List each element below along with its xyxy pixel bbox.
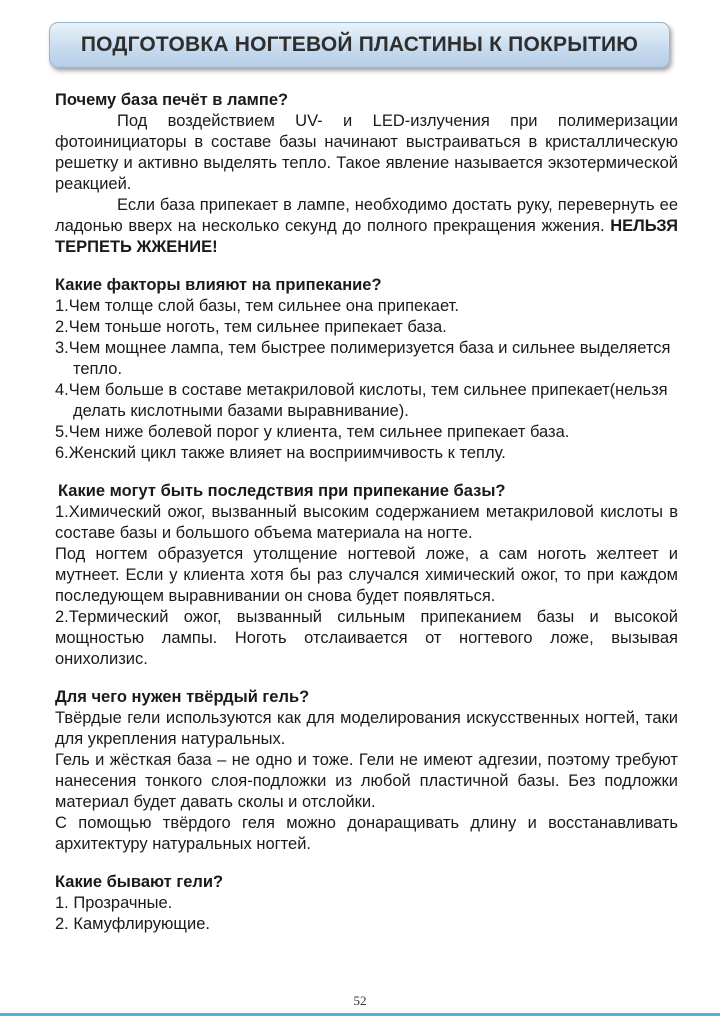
section-heading-gel-types: Какие бывают гели? — [55, 873, 224, 891]
paragraph: Гель и жёсткая база – не одно и тоже. Гели не имеют адгезии, поэтому требуют нанесения тонкого слоя-подложки из любой пластичной базы. Без подложки материал будет давать сколы и отслойки. — [55, 751, 678, 811]
section-heading-hard-gel: Для чего нужен твёрдый гель? — [55, 688, 310, 706]
list-item: 3.Чем мощнее лампа, тем быстрее полимеризуется база и сильнее выделяется тепло. — [55, 339, 671, 378]
section-heading-base-burn: Почему база печёт в лампе? — [55, 91, 289, 109]
list-item: 2. Камуфлирующие. — [55, 915, 210, 933]
list-item: 4.Чем больше в составе метакриловой кислоты, тем сильнее припекает(нельзя делать кислотными базами выравнивание). — [55, 381, 668, 420]
page-title: ПОДГОТОВКА НОГТЕВОЙ ПЛАСТИНЫ К ПОКРЫТИЮ — [80, 33, 639, 56]
paragraph: 2.Термический ожог, вызванный сильным припеканием базы и высокой мощностью лампы. Ноготь отслаивается от ногтевого ложе, вызывая онихолизис. — [55, 608, 678, 668]
footer-divider — [0, 1013, 720, 1016]
title-banner — [49, 22, 670, 68]
list-item: 2.Чем тоньше ноготь, тем сильнее припекает база. — [55, 318, 447, 336]
paragraph: Под ногтем образуется утолщение ногтевой ложе, а сам ноготь желтеет и мутнеет. Если у клиента хотя бы раз случался химический ожог, то при каждом последующем выравнивании он снова будет появляться. — [55, 545, 678, 605]
paragraph: С помощью твёрдого геля можно донаращивать длину и восстанавливать архитектуру натуральных ногтей. — [55, 814, 678, 853]
paragraph: Под воздействием UV- и LED-излучения при полимеризации фотоинициаторы в составе базы начинают выстраиваться в кристаллическую решетку и активно выделять тепло. Такое явление называется экзотермической реакцией. — [55, 112, 678, 193]
document-body — [55, 90, 678, 935]
list-item: 6.Женский цикл также влияет на восприимчивость к теплу. — [55, 444, 506, 462]
paragraph — [55, 195, 678, 258]
warning-text: НЕЛЬЗЯ ТЕРПЕТЬ ЖЖЕНИЕ! — [55, 217, 678, 256]
list-item: 5.Чем ниже болевой порог у клиента, тем сильнее припекает база. — [55, 423, 570, 441]
section-heading-factors: Какие факторы влияют на припекание? — [55, 276, 382, 294]
paragraph: Твёрдые гели используются как для моделирования искусственных ногтей, таки для укрепления натуральных. — [55, 709, 678, 748]
list-item: 1.Чем толще слой базы, тем сильнее она припекает. — [55, 297, 459, 315]
section-heading-consequences: Какие могут быть последствия при припекание базы? — [58, 482, 506, 500]
page-number: 52 — [353, 993, 367, 1008]
paragraph: 1.Химический ожог, вызванный высоким содержанием метакриловой кислоты в составе базы и большого объема материала на ногте. — [55, 503, 678, 542]
list-item: 1. Прозрачные. — [55, 894, 173, 912]
paragraph-text: Если база припекает в лампе, необходимо достать руку, перевернуть ее ладонью вверх на несколько секунд до полного прекращения жжения. — [55, 196, 678, 235]
